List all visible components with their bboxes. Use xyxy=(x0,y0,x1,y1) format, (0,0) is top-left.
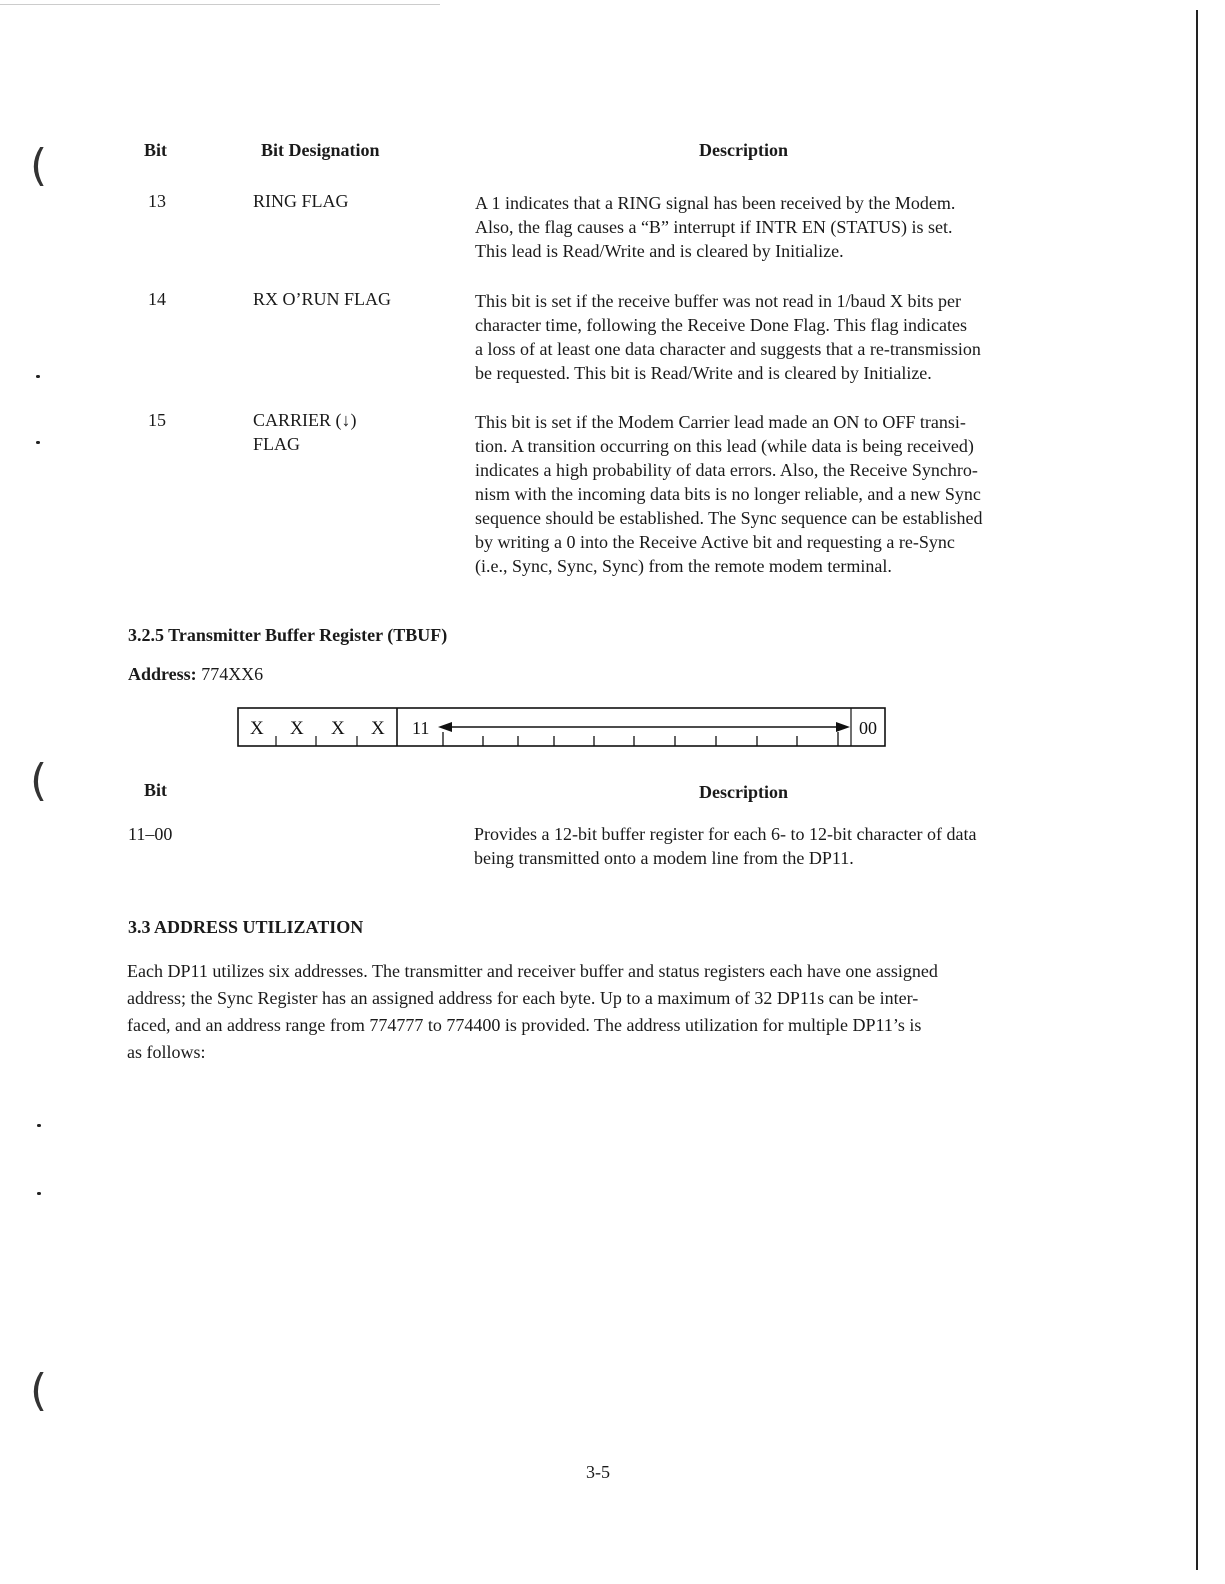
description-line: (i.e., Sync, Sync, Sync) from the remote modem terminal. xyxy=(475,556,892,576)
description-line: sequence should be established. The Sync sequence can be established xyxy=(475,508,983,528)
bit-designation xyxy=(253,189,349,213)
bit-description xyxy=(475,289,1075,385)
unused-bit-x: X xyxy=(250,718,264,739)
column-header-description: Description xyxy=(699,782,788,802)
paragraph-line: Each DP11 utilizes six addresses. The transmitter and receiver buffer and status registers each have one assigned xyxy=(127,961,938,981)
description-line: being transmitted onto a modem line from the DP11. xyxy=(474,848,854,868)
description-line: tion. A transition occurring on this lead (while data is being received) xyxy=(475,436,974,456)
unused-bit-x: X xyxy=(331,718,345,739)
bit-number: 14 xyxy=(148,289,166,309)
description-line: nism with the incoming data bits is no longer reliable, and a new Sync xyxy=(475,484,981,504)
bit-designation xyxy=(253,408,357,456)
description-line: This lead is Read/Write and is cleared by Initialize. xyxy=(475,241,844,261)
description-line: a loss of at least one data character and suggests that a re-transmission xyxy=(475,339,981,359)
description-line: be requested. This bit is Read/Write and is cleared by Initialize. xyxy=(475,363,932,383)
bit-description xyxy=(475,191,1075,263)
description-line: Also, the flag causes a “B” interrupt if INTR EN (STATUS) is set. xyxy=(475,217,953,237)
column-header-bit-designation: Bit Designation xyxy=(261,140,380,160)
scan-speck xyxy=(37,1192,41,1195)
bit-range: 11–00 xyxy=(128,824,173,844)
column-header-description: Description xyxy=(699,140,788,160)
paragraph-line: address; the Sync Register has an assigned address for each byte. Up to a maximum of 32 DP11s can be inter- xyxy=(127,988,919,1008)
unused-bit-x: X xyxy=(371,718,385,739)
address-label: Address: xyxy=(128,664,197,684)
tbuf-register-diagram xyxy=(236,706,888,750)
msb-label: 11 xyxy=(412,718,430,738)
address-utilization-paragraph xyxy=(127,958,1127,1066)
arrow-right-icon xyxy=(836,722,850,732)
paragraph-line: faced, and an address range from 774777 to 774400 is provided. The address utilization for multiple DP11’s is xyxy=(127,1015,922,1035)
scan-top-rule xyxy=(0,4,440,5)
bit-number: 15 xyxy=(148,410,166,430)
bit-description xyxy=(475,410,1075,578)
description-line: A 1 indicates that a RING signal has been received by the Modem. xyxy=(475,193,956,213)
address-value: 774XX6 xyxy=(201,664,264,684)
description-line: character time, following the Receive Done Flag. This flag indicates xyxy=(475,315,968,335)
address-line xyxy=(128,662,263,686)
data-bit-ticks xyxy=(443,732,838,746)
unused-bit-ticks xyxy=(276,736,357,746)
bit-description xyxy=(474,822,1094,870)
bit-designation xyxy=(253,287,391,311)
scan-speck xyxy=(36,441,40,444)
designation-line: CARRIER (↓) xyxy=(253,410,357,430)
page-number: 3-5 xyxy=(586,1462,610,1482)
description-line: Provides a 12-bit buffer register for each 6- to 12-bit character of data xyxy=(474,824,977,844)
designation-line: FLAG xyxy=(253,434,301,454)
unused-bit-x: X xyxy=(290,718,304,739)
section-heading-3-3: 3.3 ADDRESS UTILIZATION xyxy=(128,917,364,937)
column-header-bit: Bit xyxy=(144,140,168,160)
punch-hole-mark: ( xyxy=(30,755,48,806)
punch-hole-mark: ( xyxy=(30,140,48,191)
punch-hole-mark: ( xyxy=(30,1365,48,1416)
bit-number: 13 xyxy=(148,191,166,211)
arrow-left-icon xyxy=(438,722,452,732)
description-line: by writing a 0 into the Receive Active bit and requesting a re-Sync xyxy=(475,532,955,552)
paragraph-line: as follows: xyxy=(127,1042,206,1062)
lsb-label: 00 xyxy=(859,718,877,738)
description-line: indicates a high probability of data errors. Also, the Receive Synchro- xyxy=(475,460,978,480)
scan-speck xyxy=(37,1124,41,1127)
section-heading-3-2-5: 3.2.5 Transmitter Buffer Register (TBUF) xyxy=(128,625,448,645)
description-line: This bit is set if the Modem Carrier lead made an ON to OFF transi- xyxy=(475,412,966,432)
right-edge-line xyxy=(1196,10,1198,1570)
designation-line: RING FLAG xyxy=(253,191,349,211)
scan-speck xyxy=(36,375,40,378)
designation-line: RX O’RUN FLAG xyxy=(253,289,392,309)
description-line: This bit is set if the receive buffer was not read in 1/baud X bits per xyxy=(475,291,962,311)
column-header-bit: Bit xyxy=(144,780,168,800)
